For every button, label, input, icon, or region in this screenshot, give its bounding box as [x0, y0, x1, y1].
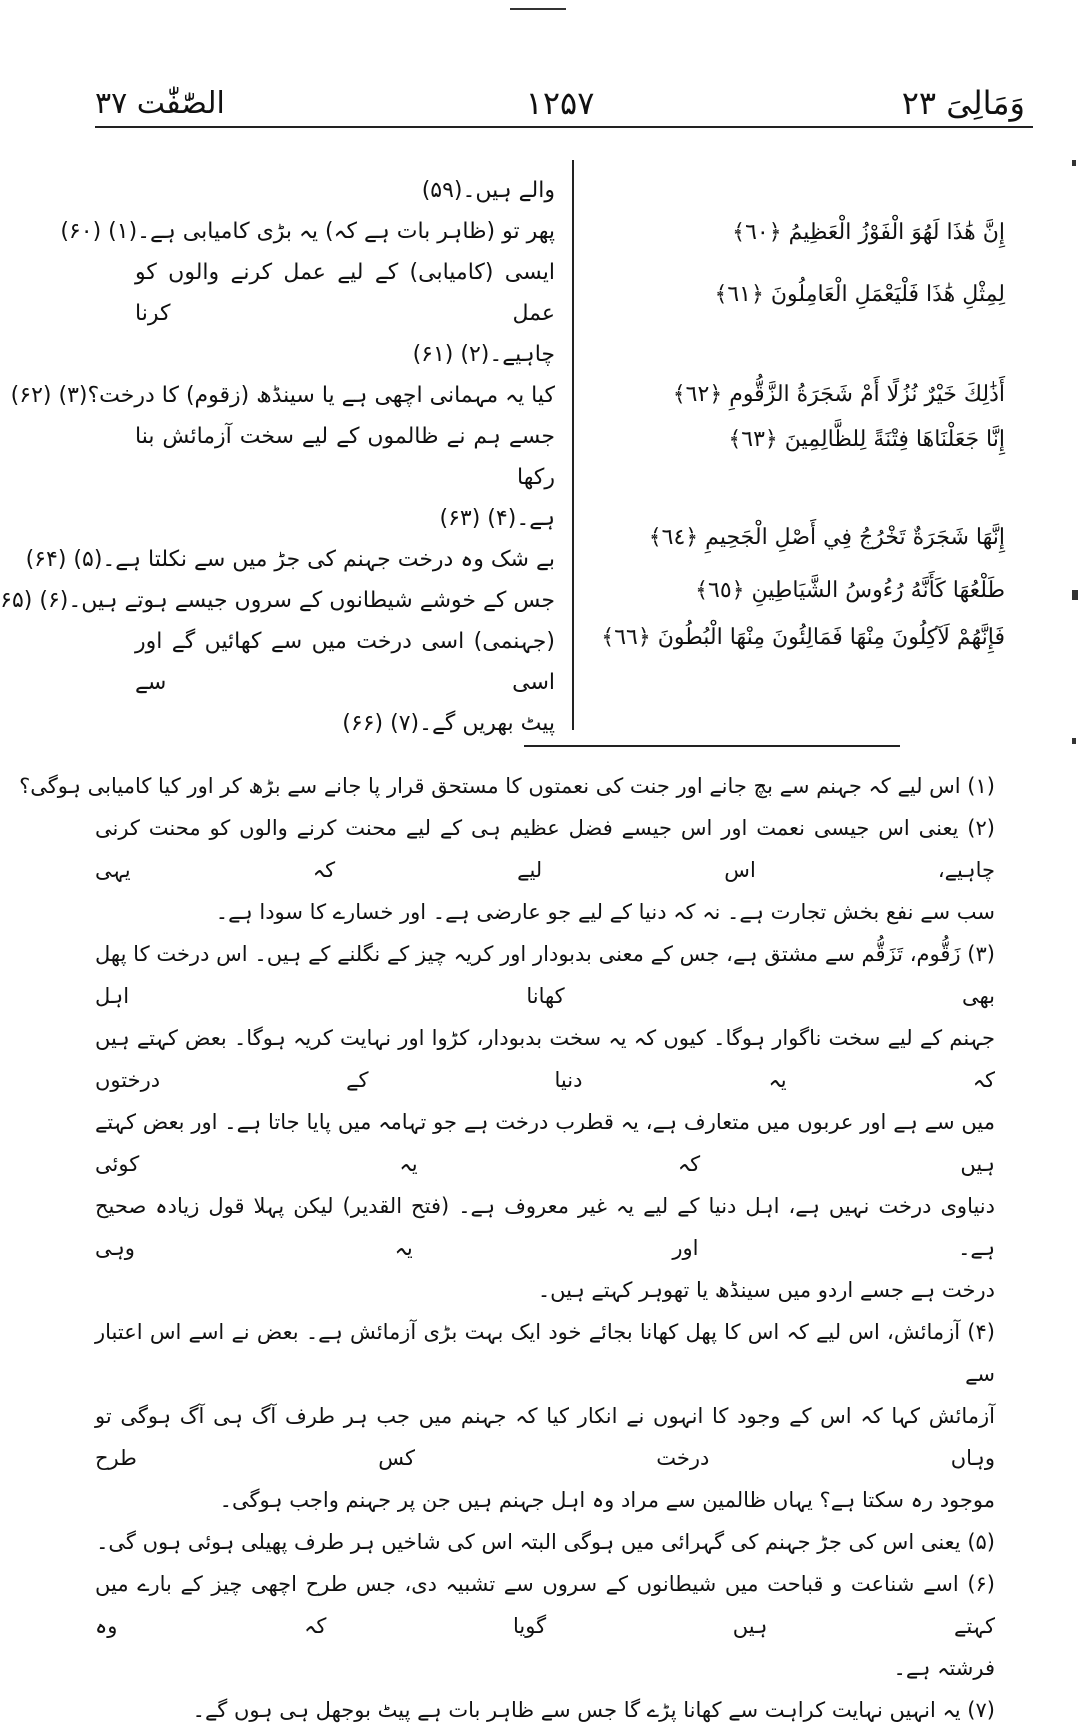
footnotes	[19, 765, 995, 1731]
translation-line: (جہنمی) اسی درخت میں سے کھائیں گے اور اسی سے	[135, 629, 555, 695]
surah-name: الصّٰفّٰت ۳۷	[95, 86, 225, 121]
header-divider	[95, 126, 1033, 128]
top-mark	[510, 8, 566, 10]
translation-line: جسے ہم نے ظالموں کے لیے سخت آزمائش بنا رکھا	[135, 424, 555, 490]
footnote-divider	[524, 745, 900, 747]
margin-mark	[1072, 590, 1078, 600]
arabic-verse: إِنَّهَا شَجَرَةٌ تَخْرُجُ فِي أَصْلِ الْجَحِيمِ ﴿٦٤﴾	[648, 525, 1005, 550]
translation-line: پیٹ بھریں گے۔(۷) (۶۶)	[342, 711, 555, 736]
footnote-line: فرشتہ ہے۔	[893, 1656, 995, 1680]
footnote-line: جہنم کے لیے سخت ناگوار ہوگا۔ کیوں کہ یہ سخت بدبودار، کڑوا اور نہایت کریہ ہوگا۔ بعض کہتے ہیں کہ یہ دنیا کے درختوں	[95, 1026, 995, 1092]
footnote-line: (۶) اسے شناعت و قباحت میں شیطانوں کے سروں سے تشبیہ دی، جس طرح اچھی چیز کے بارے میں کہتے ہیں گویا کہ وہ	[95, 1572, 995, 1638]
arabic-verse: طَلْعُهَا كَأَنَّهُ رُءُوسُ الشَّيَاطِينِ ﴿٦٥﴾	[695, 578, 1005, 603]
translation-line: جس کے خوشے شیطانوں کے سروں جیسے ہوتے ہیں۔(۶) (۶۵	[0, 588, 555, 613]
footnote-line: (۲) یعنی اس جیسی نعمت اور اس جیسے فضل عظیم ہی کے لیے محنت کرنے والوں کو محنت کرنی چاہیے، اس لیے کہ یہی	[95, 816, 995, 882]
para-name: وَمَالِیَ ۲۳	[901, 84, 1025, 122]
page-header	[95, 80, 1025, 128]
footnote-line: آزمائش کہا کہ اس کے وجود کا انہوں نے انکار کیا کہ جہنم میں جب ہر طرف آگ ہی آگ ہوگی تو وہاں درخت کس طرح	[95, 1404, 995, 1470]
translation-line: ہے۔(۴) (۶۳)	[439, 506, 555, 531]
translation-line: پھر تو (ظاہر بات ہے کہ) یہ بڑی کامیابی ہے۔(۱) (۶۰)	[60, 219, 555, 244]
arabic-verse: إِنَّا جَعَلْنَاهَا فِتْنَةً لِلظَّالِمِينَ ﴿٦٣﴾	[728, 427, 1005, 452]
translation-line: کیا یہ مہمانی اچھی ہے یا سینڈھ (زقوم) کا درخت؟(۳) (۶۲)	[10, 383, 555, 408]
footnote-line: موجود رہ سکتا ہے؟ یہاں ظالمین سے مراد وہ اہل جہنم ہیں جن پر جہنم واجب ہوگی۔	[219, 1488, 995, 1512]
footnote-line: (۳) زَقُّوم، تَزَقُّم سے مشتق ہے، جس کے معنی بدبودار اور کریہ چیز کے نگلنے کے ہیں۔ اس درخت کا پھل بھی کھانا اہل	[95, 942, 995, 1008]
page-number: ۱۲۵۷	[525, 84, 595, 122]
translation-line: ایسی (کامیابی) کے لیے عمل کرنے والوں کو عمل کرنا	[135, 260, 555, 326]
translation-line: بے شک وہ درخت جہنم کی جڑ میں سے نکلتا ہے۔(۵) (۶۴)	[25, 547, 555, 572]
footnote-line: (۱) اس لیے کہ جہنم سے بچ جانے اور جنت کی نعمتوں کا مستحق قرار پا جانے سے بڑھ کر اور کیا کامیابی ہوگی؟	[19, 774, 995, 798]
footnote-line: درخت ہے جسے اردو میں سینڈھ یا تھوہر کہتے ہیں۔	[537, 1278, 995, 1302]
footnote-line: سب سے نفع بخش تجارت ہے۔ نہ کہ دنیا کے لیے جو عارضی ہے۔ اور خسارے کا سودا ہے۔	[215, 900, 995, 924]
footnote-line: میں سے ہے اور عربوں میں متعارف ہے، یہ قطرب درخت ہے جو تہامہ میں پایا جاتا ہے۔ اور بعض کہتے ہیں کہ یہ کوئی	[95, 1110, 995, 1176]
arabic-verse: أَذَٰلِكَ خَيْرٌ نُزُلًا أَمْ شَجَرَةُ الزَّقُّومِ ﴿٦٢﴾	[672, 382, 1005, 407]
footnote-line: (۴) آزمائش، اس لیے کہ اس کا پھل کھانا بجائے خود ایک بہت بڑی آزمائش ہے۔ بعض نے اسے اس اعتبار سے	[95, 1320, 995, 1386]
urdu-translation	[0, 170, 555, 744]
margin-mark	[1072, 738, 1076, 744]
footnote-line: (۵) یعنی اس کی جڑ جہنم کی گہرائی میں ہوگی البتہ اس کی شاخیں ہر طرف پھیلی ہوئی ہوں گی۔	[96, 1530, 995, 1554]
footnote-line: (۷) یہ انہیں نہایت کراہت سے کھانا پڑے گا جس سے ظاہر بات ہے پیٹ بوجھل ہی ہوں گے۔	[192, 1698, 995, 1722]
translation-line: چاہیے۔(۲) (۶۱)	[412, 342, 555, 367]
arabic-verse: إِنَّ هَٰذَا لَهُوَ الْفَوْزُ الْعَظِيمُ ﴿٦٠﴾	[732, 220, 1005, 245]
arabic-verse: فَإِنَّهُمْ لَآكِلُونَ مِنْهَا فَمَالِئُونَ مِنْهَا الْبُطُونَ ﴿٦٦﴾	[601, 625, 1005, 650]
translation-line: والے ہیں۔(۵۹)	[421, 178, 555, 203]
arabic-verse: لِمِثْلِ هَٰذَا فَلْيَعْمَلِ الْعَامِلُونَ ﴿٦١﴾	[714, 282, 1005, 307]
margin-mark	[1072, 160, 1076, 166]
footnote-line: دنیاوی درخت نہیں ہے، اہل دنیا کے لیے یہ غیر معروف ہے۔ (فتح القدیر) لیکن پہلا قول زیادہ صحیح ہے۔ اور یہ وہی	[95, 1194, 995, 1260]
column-divider	[572, 160, 574, 730]
